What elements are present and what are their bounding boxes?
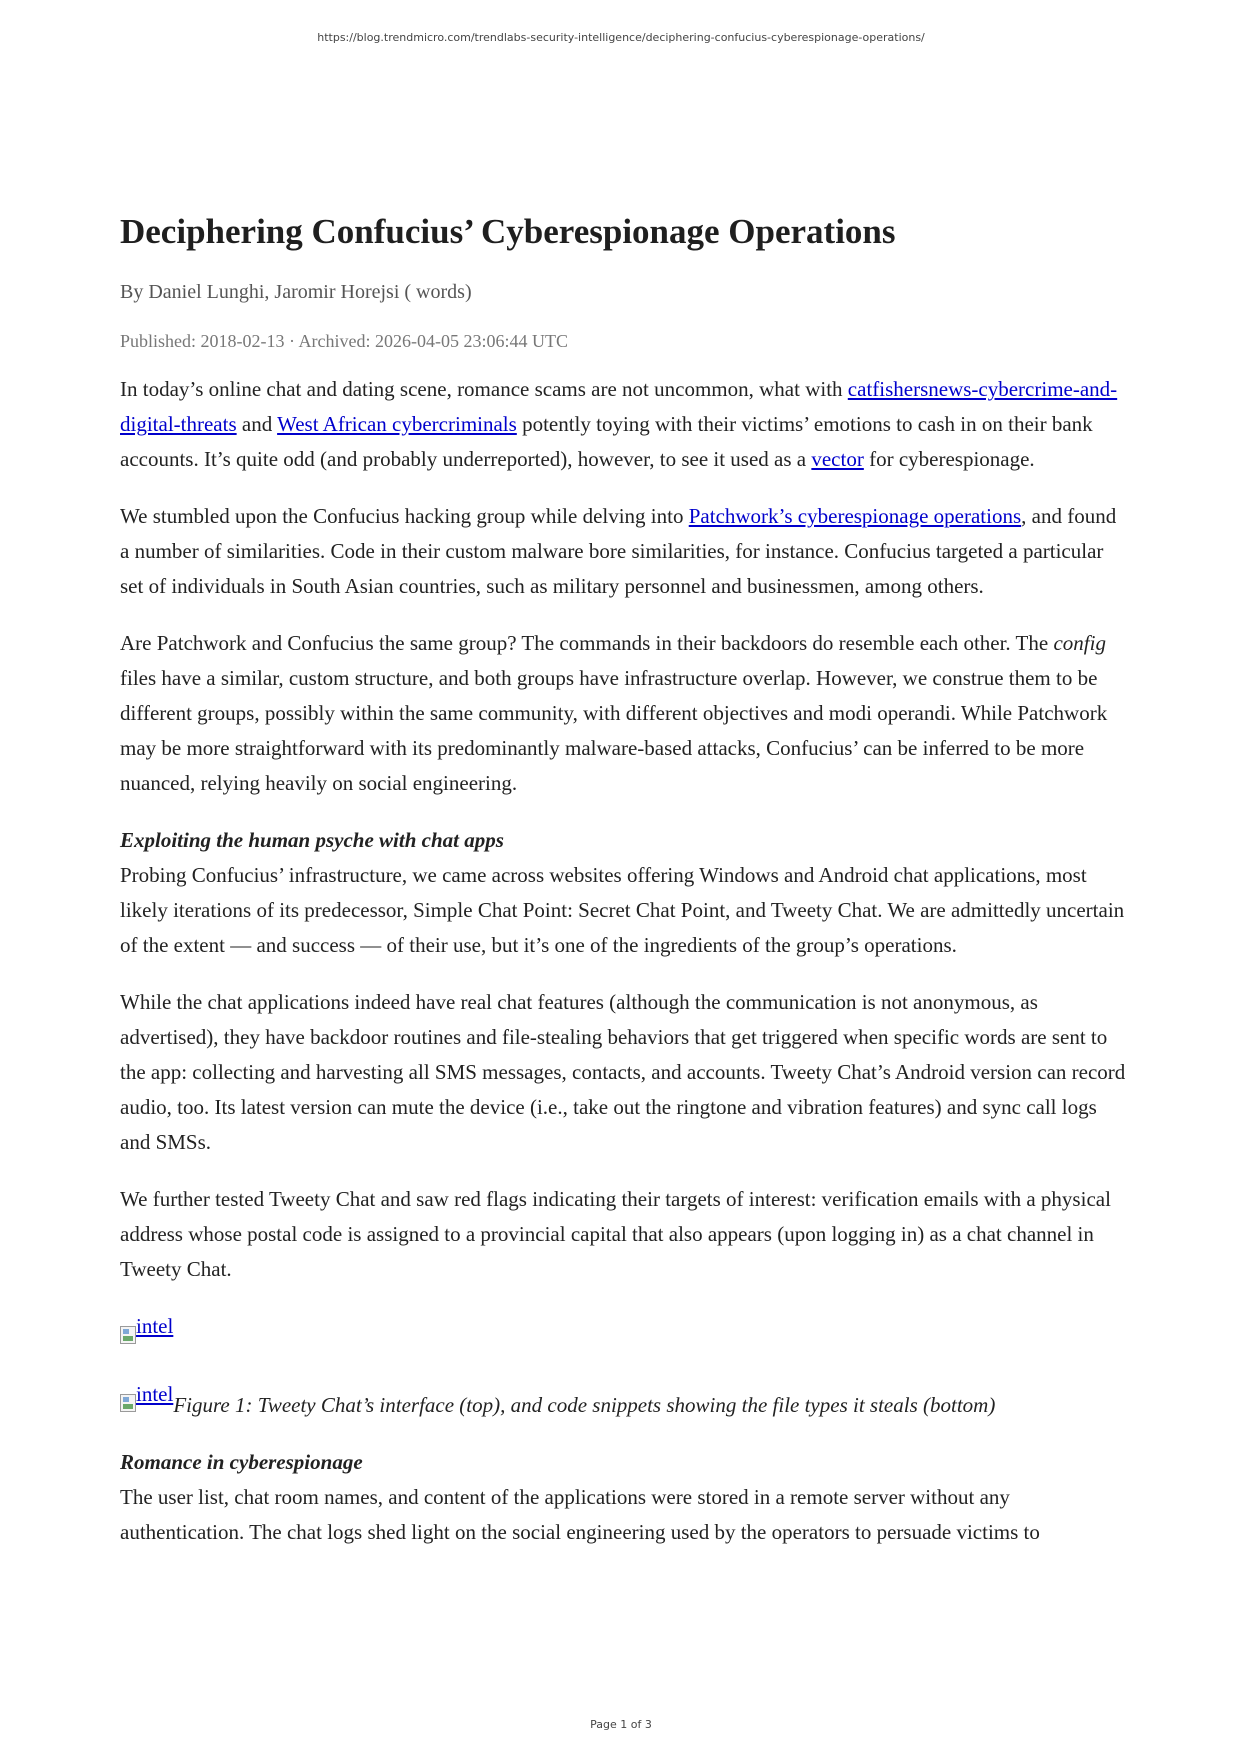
figure-caption: Figure 1: Tweety Chat’s interface (top), and code snippets showing the file types it steals (bottom): [173, 1393, 996, 1417]
paragraph-7: The user list, chat room names, and content of the applications were stored in a remote server without any authentication. The chat logs shed light on the social engineering used by the operators to persuade victims to: [120, 1485, 1040, 1544]
page-number: Page 1 of 3: [590, 1718, 652, 1731]
article-title: Deciphering Confucius’ Cyberespionage Operations: [120, 212, 896, 251]
publish-meta: Published: 2018-02-13 · Archived: 2026-04-05 23:06:44 UTC: [120, 331, 568, 351]
figure-1-top: [120, 1309, 1130, 1355]
paragraph-2: We stumbled upon the Confucius hacking group while delving into Patchwork’s cyberespionage operations, and found a number of similarities. Code in their custom malware bore similarities, for instance. Confucius targeted a particular set of individuals in South Asian countries, such as military personnel and businessmen, among others.: [120, 504, 1117, 598]
paragraph-3: Are Patchwork and Confucius the same group? The commands in their backdoors do resemble each other. The config files have a similar, custom structure, and both groups have infrastructure overlap. However, we construe them to be different groups, possibly within the same community, with different objectives and modi operandi. While Patchwork may be more straightforward with its predominantly malware-based attacks, Confucius’ can be inferred to be more nuanced, relying heavily on social engineering.: [120, 631, 1108, 795]
link-vector[interactable]: vector: [811, 447, 864, 471]
link-patchwork-operations[interactable]: Patchwork’s cyberespionage operations: [688, 504, 1022, 528]
article: [120, 210, 1130, 1550]
figure-image-link-top[interactable]: intel: [120, 1309, 173, 1344]
page-url: https://blog.trendmicro.com/trendlabs-security-intelligence/deciphering-confucius-cyberespionage-operations/: [317, 31, 925, 44]
section-heading-romance: Romance in cyberespionage: [120, 1450, 363, 1474]
link-catfishers[interactable]: catfishersnews-cybercrime-and-digital-threats: [120, 377, 1118, 436]
paragraph-6: We further tested Tweety Chat and saw red flags indicating their targets of interest: verification emails with a physical address whose postal code is assigned to a provincial capital that also appears (upon logging in) as a chat channel in Tweety Chat.: [120, 1187, 1111, 1281]
byline: By Daniel Lunghi, Jaromir Horejsi ( words): [120, 281, 472, 303]
paragraph-1: In today’s online chat and dating scene, romance scams are not uncommon, what with catfishersnews-cybercrime-and-digital-threats and West African cybercriminals potently toying with their victims’ emotions to cash in on their bank accounts. It’s quite odd (and probably underreported), however, to see it used as a vector for cyberespionage.: [120, 377, 1118, 471]
broken-image-icon: [120, 1326, 136, 1344]
figure-1-bottom: [120, 1377, 1130, 1423]
paragraph-5: While the chat applications indeed have real chat features (although the communication is not anonymous, as advertised), they have backdoor routines and file-stealing behaviors that get triggered when specific words are sent to the app: collecting and harvesting all SMS messages, contacts, and accounts. Tweety Chat’s Android version can record audio, too. Its latest version can mute the device (i.e., take out the ringtone and vibration features) and sync call logs and SMSs.: [120, 990, 1126, 1154]
section-heading-chat-apps: Exploiting the human psyche with chat apps: [120, 828, 504, 852]
broken-image-icon: [120, 1394, 136, 1412]
link-west-african-cybercriminals[interactable]: West African cybercriminals: [277, 412, 517, 436]
figure-image-link-bottom[interactable]: intel: [120, 1377, 173, 1412]
paragraph-4: Probing Confucius’ infrastructure, we came across websites offering Windows and Android chat applications, most likely iterations of its predecessor, Simple Chat Point: Secret Chat Point, and Tweety Chat. We are admittedly uncertain of the extent — and success — of their use, but it’s one of the ingredients of the group’s operations.: [120, 863, 1125, 957]
